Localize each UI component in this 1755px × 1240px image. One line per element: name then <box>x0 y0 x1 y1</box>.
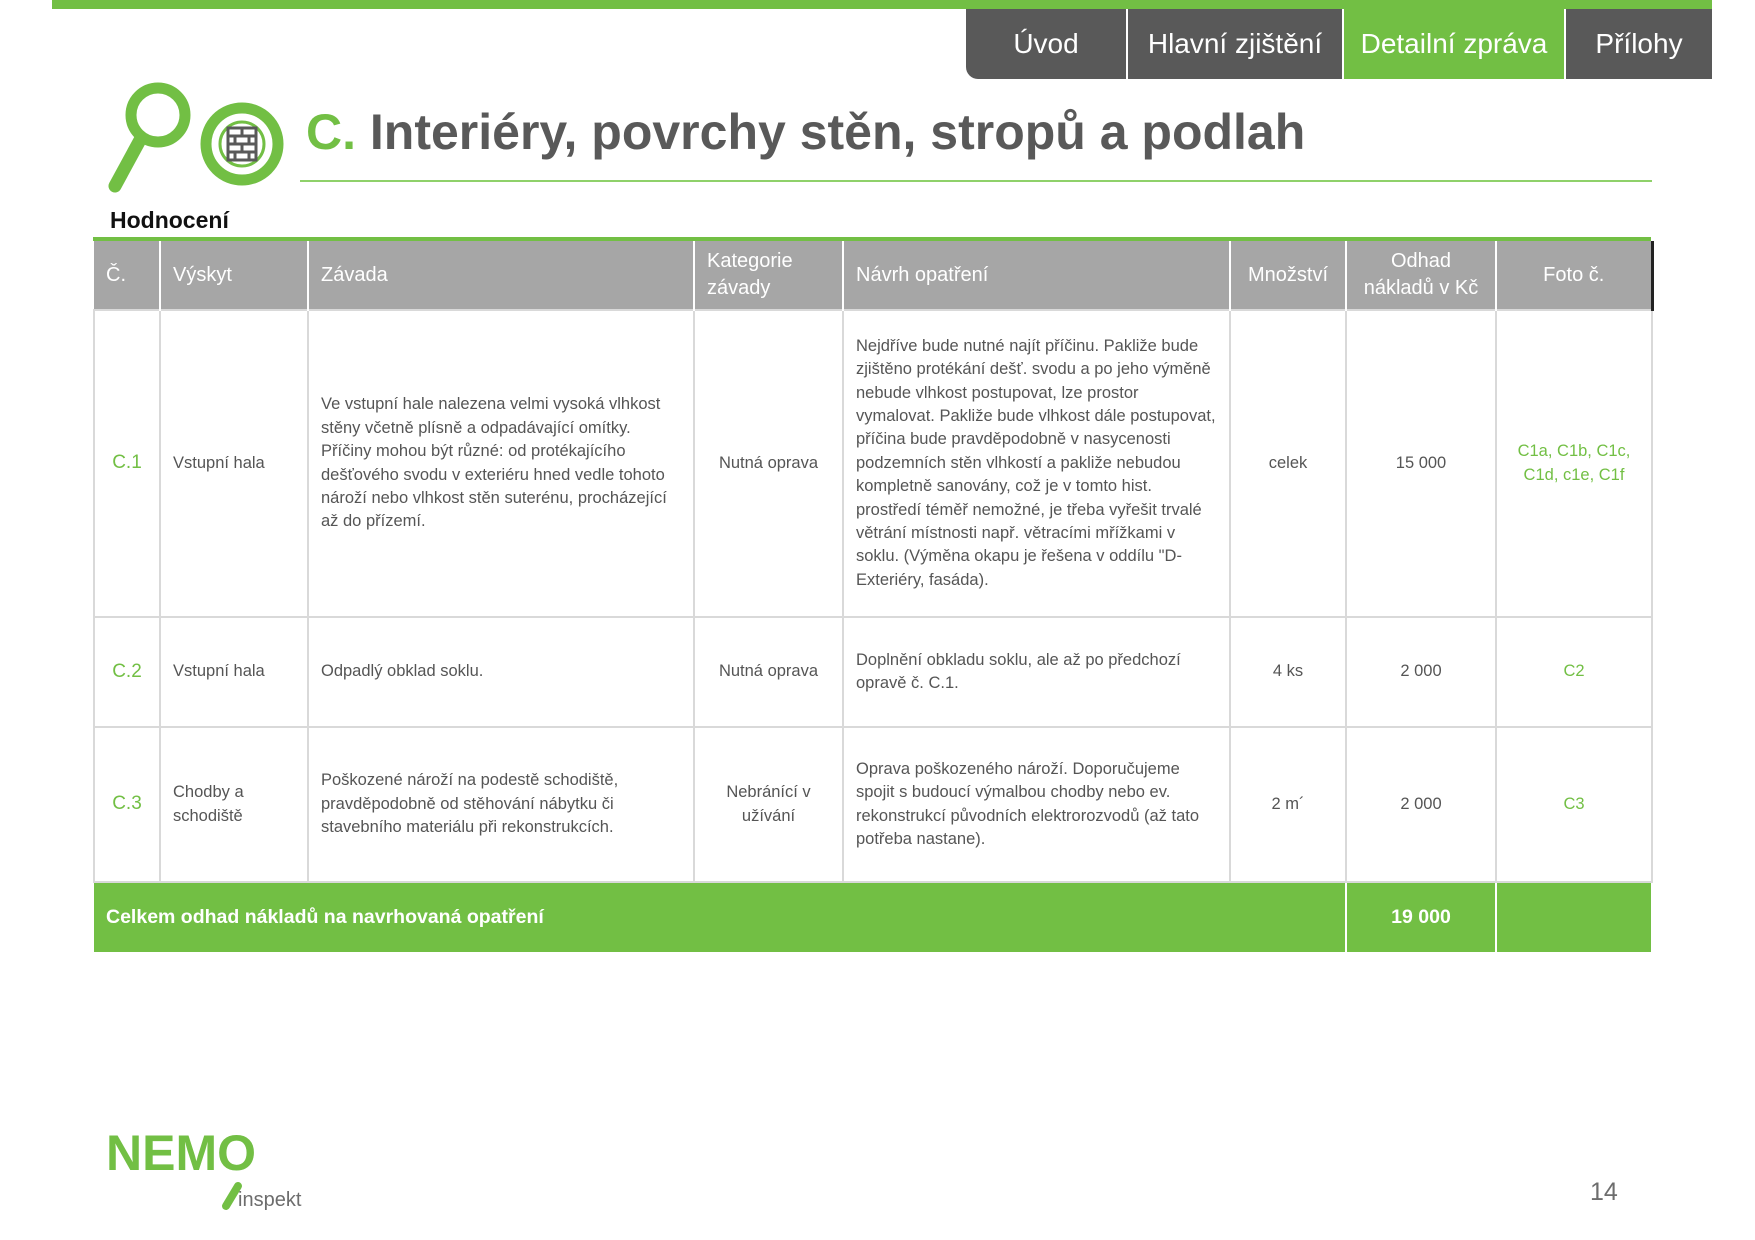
row-photo-ref[interactable]: C3 <box>1496 727 1652 882</box>
logo-sub-text: inspekt <box>238 1189 302 1211</box>
section-title: Interiéry, povrchy stěn, stropů a podlah <box>369 104 1306 160</box>
col-header-category: Kategorie závady <box>694 241 843 310</box>
row-defect: Odpadlý obklad soklu. <box>308 617 694 727</box>
table-row <box>94 727 1652 882</box>
top-navigation <box>966 9 1712 79</box>
table-header-row <box>94 241 1652 310</box>
row-number: C.2 <box>94 617 160 727</box>
evaluation-table <box>93 237 1651 952</box>
tab-prilohy[interactable]: Přílohy <box>1566 9 1712 79</box>
col-header-cost: Odhad nákladů v Kč <box>1346 241 1496 310</box>
row-photo-ref[interactable]: C1a, C1b, C1c, C1d, c1e, C1f <box>1496 310 1652 617</box>
page-number: 14 <box>1590 1178 1618 1206</box>
row-cost: 2 000 <box>1346 617 1496 727</box>
col-header-defect: Závada <box>308 241 694 310</box>
magnifier-wall-icon <box>100 78 290 198</box>
row-defect: Ve vstupní hale nalezena velmi vysoká vlhkost stěny včetně plísně a odpadávající omítky. Příčiny mohou být různé: od protékajícího dešťového svodu v exteriéru hned vedle tohoto nároží nebo vlhkost stěn suterénu, procházející až do přízemí. <box>308 310 694 617</box>
col-header-no: Č. <box>94 241 160 310</box>
col-header-quantity: Množství <box>1230 241 1346 310</box>
total-label: Celkem odhad nákladů na navrhovaná opatření <box>94 882 1346 952</box>
row-defect: Poškozené nároží na podestě schodiště, pravděpodobně od stěhování nábytku či stavebního materiálu při rekonstrukcích. <box>308 727 694 882</box>
row-location: Vstupní hala <box>160 310 308 617</box>
row-measure: Doplnění obkladu soklu, ale až po předchozí opravě č. C.1. <box>843 617 1230 727</box>
row-location: Vstupní hala <box>160 617 308 727</box>
logo-main-text: NEMO <box>106 1125 256 1181</box>
nemo-inspekt-logo <box>106 1124 306 1214</box>
table-row <box>94 617 1652 727</box>
col-header-photo: Foto č. <box>1496 241 1652 310</box>
col-header-measure: Návrh opatření <box>843 241 1230 310</box>
table-row <box>94 310 1652 617</box>
row-measure: Nejdříve bude nutné najít příčinu. Pakliže bude zjištěno protékání dešť. svodu a po jeho výměně nebude vlhkost postupovat, lze prostor vymalovat. Pakliže bude vlhkost dále postupovat, příčina bude pravděpodobně v nasycenosti podzemních stěn vlhkostí a pakliže nebudou kompletně sanovány, což je v tomto hist. prostředí téměř nemožné, je třeba vyřešit trvalé větrání místnosti např. větracími mřížkami v soklu. (Výměna okapu je řešena v oddílu "D- Exteriéry, fasáda). <box>843 310 1230 617</box>
title-divider <box>300 180 1652 182</box>
tab-uvod[interactable]: Úvod <box>966 9 1128 79</box>
row-category: Nutná oprava <box>694 310 843 617</box>
row-photo-ref[interactable]: C2 <box>1496 617 1652 727</box>
row-quantity: 4 ks <box>1230 617 1346 727</box>
row-cost: 15 000 <box>1346 310 1496 617</box>
top-accent-bar <box>52 0 1712 9</box>
row-number: C.1 <box>94 310 160 617</box>
row-location: Chodby a schodiště <box>160 727 308 882</box>
total-value: 19 000 <box>1346 882 1496 952</box>
page-title <box>306 103 1305 161</box>
row-quantity: celek <box>1230 310 1346 617</box>
row-quantity: 2 m´ <box>1230 727 1346 882</box>
section-letter: C. <box>306 104 356 160</box>
tab-detailni-zprava[interactable]: Detailní zpráva <box>1344 9 1566 79</box>
total-row <box>94 882 1652 952</box>
row-cost: 2 000 <box>1346 727 1496 882</box>
row-number: C.3 <box>94 727 160 882</box>
row-category: Nutná oprava <box>694 617 843 727</box>
tab-hlavni-zjisteni[interactable]: Hlavní zjištění <box>1128 9 1344 79</box>
row-category: Nebránící v užívání <box>694 727 843 882</box>
section-subtitle: Hodnocení <box>110 207 229 233</box>
total-empty-cell <box>1496 882 1652 952</box>
col-header-location: Výskyt <box>160 241 308 310</box>
row-measure: Oprava poškozeného nároží. Doporučujeme spojit s budoucí výmalbou chodby nebo ev. rekonstrukcí původních elektrorozvodů (až tato potřeba nastane). <box>843 727 1230 882</box>
